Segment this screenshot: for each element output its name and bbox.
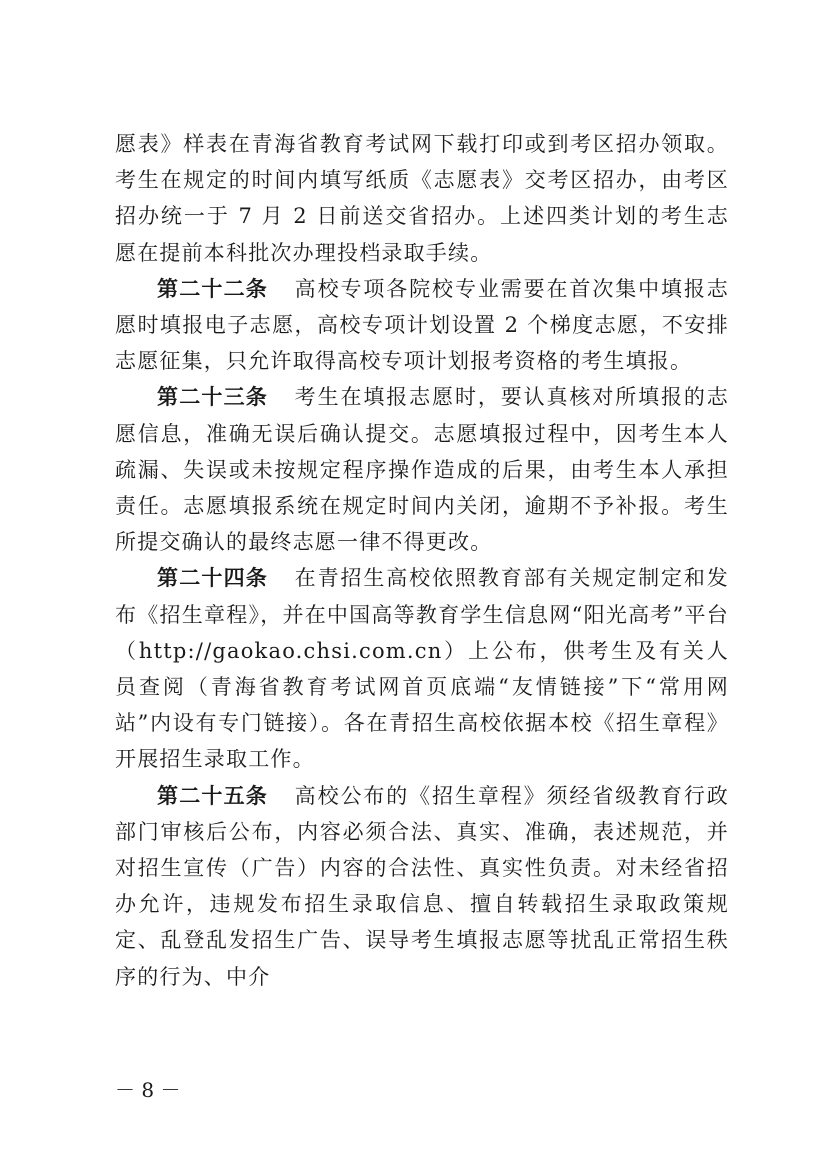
paragraph-text: 愿表》样表在青海省教育考试网下载打印或到考区招办领取。考生在规定的时间内填写纸质《志愿表》交考区招办，由考区招办统一于 7 月 2 日前送交省招办。上述四类计划的考生志愿在提前本科批次办理投档录取手续。	[115, 132, 729, 265]
article-text: 考生在填报志愿时，要认真核对所填报的志愿信息，准确无误后确认提交。志愿填报过程中，因考生本人疏漏、失误或未按规定程序操作造成的后果，由考生本人承担责任。志愿填报系统在规定时间内关闭，逾期不予补报。考生所提交确认的最终志愿一律不得更改。	[115, 385, 729, 555]
article-text: 高校专项各院校专业需要在首次集中填报志愿时填报电子志愿，高校专项计划设置 2 个梯度志愿，不安排志愿征集，只允许取得高校专项计划报考资格的考生填报。	[115, 276, 729, 374]
article-text: 在青招生高校依照教育部有关规定制定和发布《招生章程》，并在中国高等教育学生信息网“阳光高考”平台（http://gaokao.chsi.com.cn）上公布，供考生及有关人员查阅（青海省教育考试网首页底端“友情链接”下“常用网站”内设有专门链接）。各在青招生高校依据本校《招生章程》开展招生录取工作。	[115, 566, 729, 772]
paragraph-continuation	[115, 126, 729, 271]
article-23	[115, 379, 729, 560]
article-number: 第二十四条	[157, 566, 268, 591]
article-24	[115, 560, 729, 777]
body-text	[115, 126, 729, 995]
article-25	[115, 778, 729, 995]
article-number: 第二十五条	[157, 783, 268, 808]
article-number: 第二十三条	[157, 385, 268, 410]
article-number: 第二十二条	[157, 276, 268, 301]
article-text: 高校公布的《招生章程》须经省级教育行政部门审核后公布，内容必须合法、真实、准确，表述规范，并对招生宣传（广告）内容的合法性、真实性负责。对未经省招办允许，违规发布招生录取信息、擅自转载招生录取政策规定、乱登乱发招生广告、误导考生填报志愿等扰乱正常招生秩序的行为、中介	[115, 783, 729, 989]
page-number: － 8 －	[115, 1078, 181, 1102]
article-22	[115, 271, 729, 380]
